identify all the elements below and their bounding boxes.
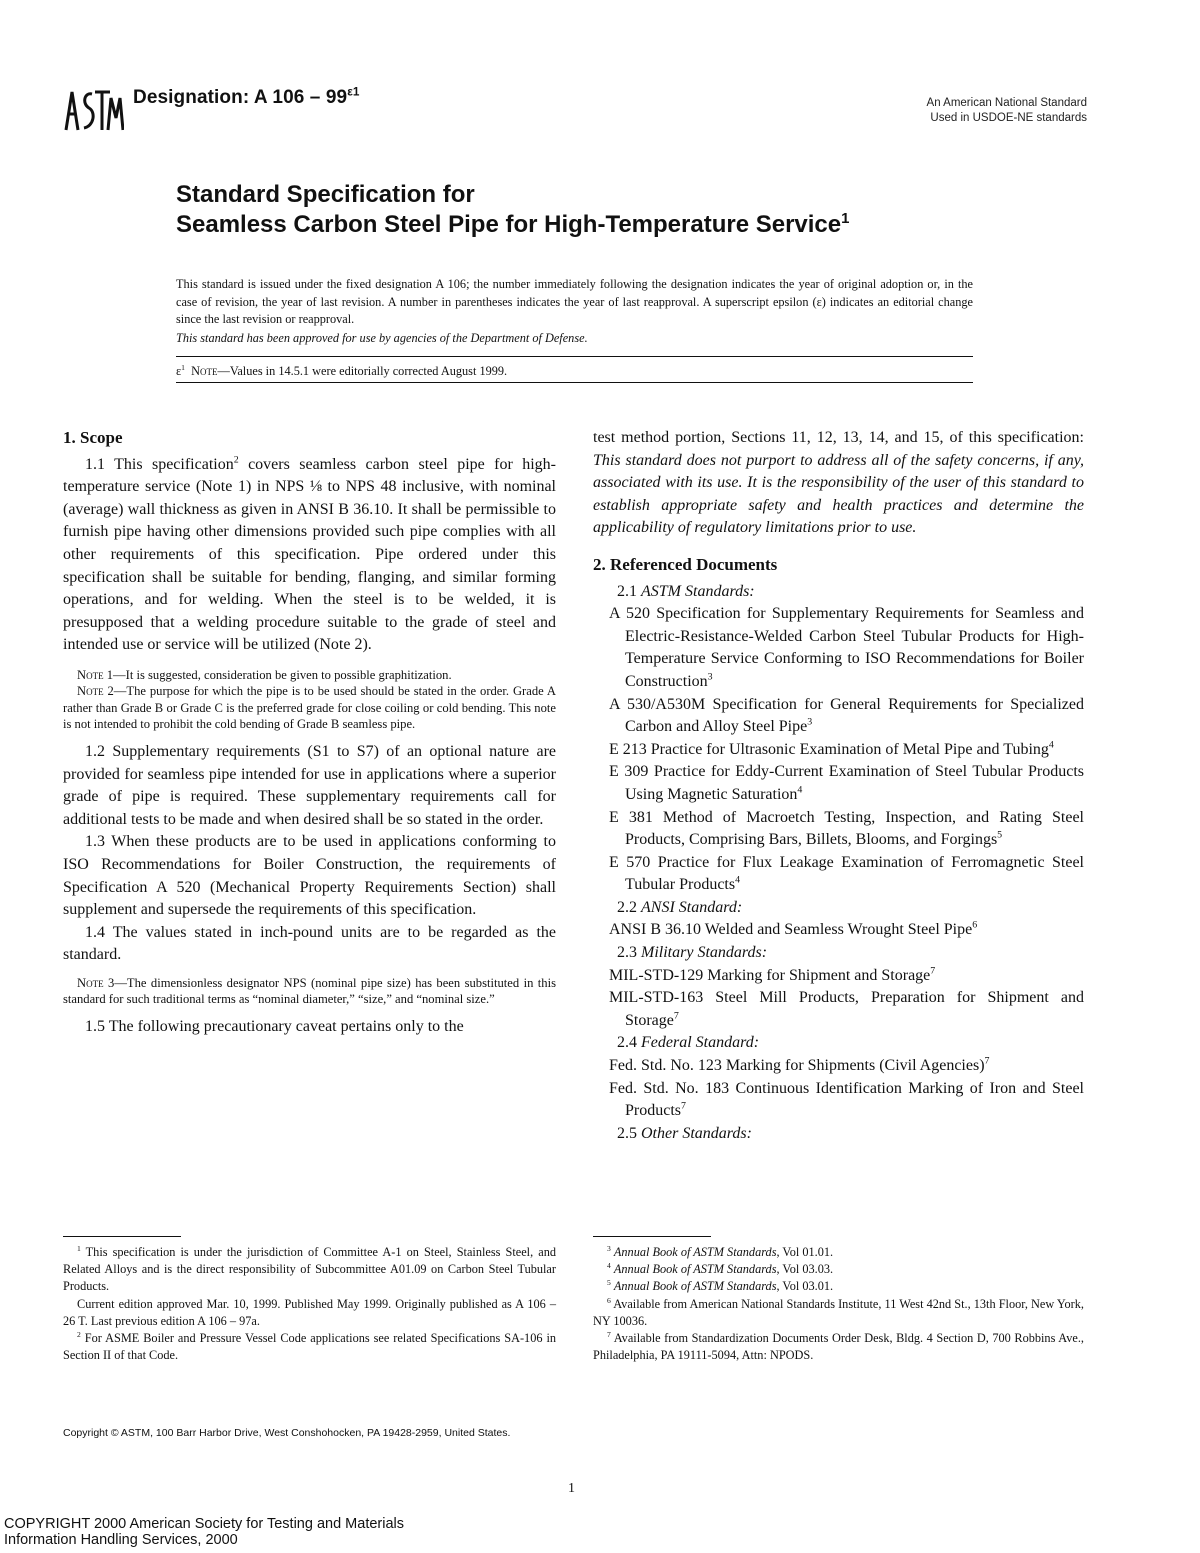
continued-paragraph: [593, 427, 1084, 540]
footnote-5: [593, 1278, 1084, 1295]
note-1-text: —It is suggested, consideration be given to possible graphitization.: [113, 667, 452, 682]
note-2-text: —The purpose for which the pipe is to be used should be stated in the order. Grade A rather than Grade B or Grade C is the preferred grade for close coiling or cold bending. This note is not intended to prohibit the cold bending of Grade B seamless pipe.: [63, 684, 557, 732]
ref-fed-123-sup: 7: [984, 1055, 990, 1067]
footnote-1: [63, 1244, 556, 1296]
note-3: [63, 975, 556, 1008]
ref-a530-text: A 530/A530M Specification for General Requirements for Specialized Carbon and Alloy Steel Pipe: [609, 695, 1084, 736]
ref-e213-sup: 4: [1048, 739, 1054, 751]
ref-e570: [609, 852, 1084, 897]
footnote-6-text: Available from American National Standards Institute, 11 West 42nd St., 13th Floor, New York, NY 10036.: [593, 1296, 1084, 1328]
footnote-3-italic: Annual Book of ASTM Standards: [613, 1245, 777, 1259]
footnote-4-text: , Vol 03.03.: [776, 1262, 834, 1277]
ref-mil-129-sup: 7: [930, 965, 936, 977]
ref-fed-183-text: Fed. Std. No. 183 Continuous Identification Marking of Iron and Steel Products: [609, 1079, 1084, 1120]
page-title: [176, 180, 849, 240]
ref-e213: [609, 739, 1084, 762]
astm-logo: [62, 84, 124, 136]
ref-fed-123-text: Fed. Std. No. 123 Marking for Shipments (Civil Agencies): [609, 1057, 985, 1075]
footnote-3: [593, 1244, 1084, 1261]
note-1: [63, 667, 556, 684]
designation: [133, 87, 360, 109]
ref-mil-129-text: MIL-STD-129 Marking for Shipment and Storage: [609, 966, 931, 984]
page-number: 1: [568, 1481, 575, 1496]
title-line-1: Standard Specification for: [176, 181, 475, 208]
footnote-1-num: 1: [77, 1243, 81, 1253]
subsection-2-2: [609, 897, 1084, 920]
subsection-2-3-num: 2.3: [617, 944, 641, 962]
national-line-2: Used in USDOE-NE standards: [930, 112, 1087, 124]
footnote-4-num: 4: [607, 1261, 611, 1271]
footnote-2-num: 2: [77, 1329, 81, 1339]
subsection-2-5-num: 2.5: [617, 1124, 641, 1142]
rule-top: [176, 356, 973, 357]
footnote-7: [593, 1330, 1084, 1364]
title-line-2: [176, 210, 849, 240]
subsection-2-2-title: ANSI Standard:: [641, 898, 743, 916]
right-column: [593, 427, 1084, 1145]
subsection-2-5-title: Other Standards:: [641, 1124, 752, 1142]
footnote-4-italic: Annual Book of ASTM Standards: [613, 1262, 777, 1277]
title-sup: 1: [841, 211, 850, 227]
ref-e309: [609, 761, 1084, 806]
footnote-5-num: 5: [607, 1278, 611, 1288]
note-2: [63, 683, 556, 733]
note-1-label: Note 1: [77, 667, 114, 682]
footnote-1-text: This specification is under the jurisdiction of Committee A-1 on Steel, Stainless Steel, and Related Alloys and is the direct responsibility of Subcommittee A01.09 on Carbon Steel Tubular Products.: [63, 1245, 556, 1294]
ref-a520-text: A 520 Specification for Supplementary Requirements for Seamless and Electric-Resistance-Welded Carbon Steel Tubular Products for High-Temperature Service Conforming to ISO Recommendations for Boiler Construction: [609, 605, 1084, 690]
footnote-2: [63, 1330, 556, 1364]
astm-copyright: Copyright © ASTM, 100 Barr Harbor Drive, West Conshohocken, PA 19428-2959, United States.: [63, 1427, 511, 1439]
designation-sup: ε1: [347, 85, 360, 99]
left-footnote-rule: [63, 1236, 181, 1237]
subsection-2-5: [609, 1123, 1084, 1146]
footnote-5-italic: Annual Book of ASTM Standards: [613, 1279, 777, 1294]
copyright-line-1: COPYRIGHT 2000 American Society for Testing and Materials: [4, 1516, 405, 1532]
subsection-2-4-title: Federal Standard:: [641, 1034, 760, 1052]
ref-mil-163: [609, 987, 1084, 1032]
para-1-1-a: 1.1 This specification: [85, 455, 234, 473]
subsection-2-4: [609, 1032, 1084, 1055]
para-1-2: 1.2 Supplementary requirements (S1 to S7) of an optional nature are provided for seamless pipe intended for use in applications where a superior grade of pipe is required. These supplementary requirements call for additional tests to be made and when desired shall be so stated in the order.: [63, 742, 556, 828]
epsilon-note-label: Note: [191, 364, 218, 378]
dod-approval-note: This standard has been approved for use by agencies of the Department of Defense.: [176, 331, 588, 345]
ref-a530-sup: 3: [807, 716, 813, 728]
ref-ansi-text: ANSI B 36.10 Welded and Seamless Wrought Steel Pipe: [609, 921, 973, 939]
note-3-text: —The dimensionless designator NPS (nominal pipe size) has been substituted in this standard for such traditional terms as “nominal diameter,” “size,” and “nominal size.”: [63, 975, 556, 1007]
epsilon-note: [176, 364, 507, 379]
safety-caveat: This standard does not purport to address all of the safety concerns, if any, associated with its use. It is the responsibility of the user of this standard to establish appropriate safety and health practices and determine the applicability of regulatory limitations prior to use.: [593, 451, 1084, 537]
national-line-1: An American National Standard: [926, 97, 1087, 109]
ref-fed-123: [609, 1055, 1084, 1078]
footnote-5-text: , Vol 03.01.: [776, 1279, 834, 1294]
ref-e213-text: E 213 Practice for Ultrasonic Examination of Metal Pipe and Tubing: [609, 740, 1049, 758]
right-footnote-rule: [593, 1236, 711, 1237]
subsection-2-1-num: 2.1: [617, 582, 641, 600]
ref-e570-sup: 4: [735, 874, 741, 886]
ref-fed-183: [609, 1078, 1084, 1123]
ref-a520-sup: 3: [707, 671, 713, 683]
ref-e309-sup: 4: [797, 784, 803, 796]
section-1-heading: 1. Scope: [63, 428, 123, 447]
section-2-heading: 2. Referenced Documents: [593, 554, 778, 574]
para-1-5: 1.5 The following precautionary caveat pertains only to the: [85, 1017, 464, 1035]
designation-text: Designation: A 106 – 99: [133, 87, 348, 108]
subsection-2-4-num: 2.4: [617, 1034, 641, 1052]
para-1-1-b: covers seamless carbon steel pipe for high-temperature service (Note 1) in NPS ⅛ to NPS 48 inclusive, with nominal (average) wall thickness as given in ANSI B 36.10. It shall be permissible to furnish pipe having other dimensions provided such pipe complies with all other requirements of this specification. Pipe ordered under this specification shall be suitable for bending, flanging, and similar forming operations, and for welding. When the steel is to be welded, it is presupposed that a welding procedure suitable to the grade of steel and intended use or service will be utilized (Note 2).: [63, 455, 556, 654]
ref-ansi-sup: 6: [972, 920, 978, 932]
ref-e381-sup: 5: [997, 829, 1003, 841]
ref-a530: [609, 694, 1084, 739]
intro-paragraph: This standard is issued under the fixed designation A 106; the number immediately following the designation indicates the year of original adoption or, in the case of revision, the year of last revision. A number in parentheses indicates the year of last reapproval. A superscript epsilon (ε) indicates an editorial change since the last revision or reapproval.: [176, 277, 973, 326]
ref-e381-text: E 381 Method of Macroetch Testing, Inspection, and Rating Steel Products, Comprising Bars, Billets, Blooms, and Forgings: [609, 808, 1084, 849]
footnote-4: [593, 1261, 1084, 1278]
ref-fed-183-sup: 7: [681, 1100, 686, 1112]
copyright-line-2: Information Handling Services, 2000: [4, 1532, 238, 1548]
footnote-6-num: 6: [607, 1295, 611, 1305]
national-standard-note: [927, 96, 1087, 126]
subsection-2-3: [609, 942, 1084, 965]
footnote-7-num: 7: [607, 1329, 611, 1339]
epsilon-note-text: —Values in 14.5.1 were editorially corrected August 1999.: [217, 364, 508, 378]
subsection-2-1: [609, 581, 1084, 604]
ref-ansi: [609, 919, 1084, 942]
footnote-6: [593, 1296, 1084, 1330]
para-1-1: [63, 454, 556, 657]
left-footnotes: [63, 1244, 556, 1364]
footnote-3-text: , Vol 01.01.: [776, 1245, 834, 1259]
copyright-footer: [4, 1516, 404, 1548]
footnote-7-text: Available from Standardization Documents Order Desk, Bldg. 4 Section D, 700 Robbins Ave., Philadelphia, PA 19111-5094, Attn: NPODS.: [593, 1331, 1084, 1363]
references-list: [593, 581, 1084, 1146]
ref-e570-text: E 570 Practice for Flux Leakage Examination of Ferromagnetic Steel Tubular Products: [609, 853, 1084, 894]
ref-mil-163-sup: 7: [673, 1010, 679, 1022]
ref-mil-163-text: MIL-STD-163 Steel Mill Products, Preparation for Shipment and Storage: [609, 989, 1084, 1029]
footnote-3-num: 3: [607, 1243, 611, 1253]
note-3-label: Note 3: [77, 975, 115, 990]
continued-text: test method portion, Sections 11, 12, 13, 14, and 15, of this specification:: [593, 429, 1084, 446]
footnote-2-text: For ASME Boiler and Pressure Vessel Code applications see related Specifications SA-106 in Section II of that Code.: [63, 1331, 557, 1363]
epsilon-sup: 1: [181, 362, 185, 372]
ref-e381: [609, 807, 1084, 852]
para-1-1-sup: 2: [233, 454, 239, 466]
footnote-1-edition: Current edition approved Mar. 10, 1999. Published May 1999. Originally published as A 106 – 26 T. Last previous edition A 106 – 97a.: [63, 1296, 556, 1328]
ref-mil-129: [609, 965, 1084, 988]
para-1-3: 1.3 When these products are to be used in applications conforming to ISO Recommendations for Boiler Construction, the requirements of Specification A 520 (Mechanical Property Requirements Section) shall supplement and supersede the requirements of this specification.: [63, 833, 556, 919]
subsection-2-3-title: Military Standards:: [641, 944, 768, 962]
ref-a520: [609, 603, 1084, 693]
subsection-2-1-title: ASTM Standards:: [641, 582, 755, 600]
para-1-4: 1.4 The values stated in inch-pound units are to be regarded as the standard.: [63, 923, 556, 964]
subsection-2-2-num: 2.2: [617, 898, 641, 916]
note-2-label: Note 2: [77, 684, 114, 699]
ref-e309-text: E 309 Practice for Eddy-Current Examination of Steel Tubular Products Using Magnetic Saturation: [609, 763, 1084, 803]
right-footnotes: [593, 1244, 1084, 1364]
title-line-2-text: Seamless Carbon Steel Pipe for High-Temperature Service: [176, 211, 842, 238]
left-column: [63, 427, 556, 1038]
rule-bottom: [176, 382, 973, 383]
epsilon-mark: ε: [176, 364, 182, 378]
